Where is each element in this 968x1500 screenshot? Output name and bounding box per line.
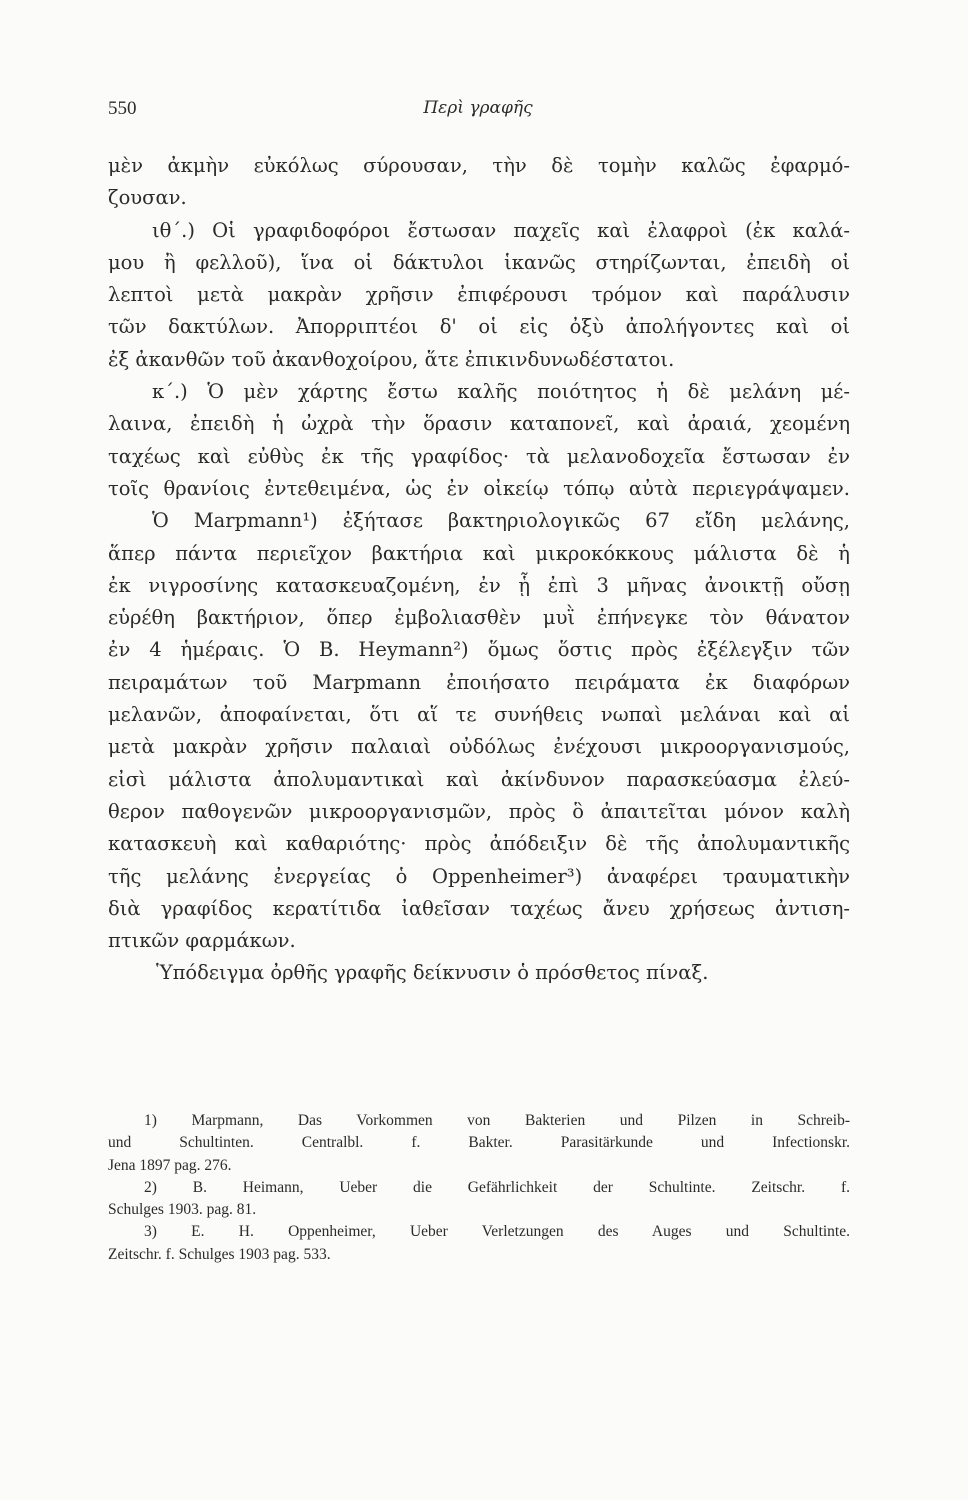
text-line: ταχέως καὶ εὐθὺς ἐκ τῆς γραφίδος· τὰ μελανοδοχεῖα ἔστωσαν ἐν xyxy=(108,444,850,468)
text-line: εἰσὶ μάλιστα ἀπολυμαντικαὶ καὶ ἀκίνδυνον παρασκεύασμα ἐλεύ- xyxy=(108,767,850,791)
text-line: μὲν ἀκμὴν εὐκόλως σύρουσαν, τὴν δὲ τομὴν καλῶς ἐφαρμό- xyxy=(108,154,850,177)
text-line: λεπτοὶ μετὰ μακρὰν χρῆσιν ἐπιφέρουσι τρόμον καὶ παράλυσιν xyxy=(108,283,850,307)
text-line: ἐκ νιγροσίνης κατασκευαζομένη, ἐν ᾗ ἐπὶ 3 μῆνας ἀνοικτῇ οὔσῃ xyxy=(108,573,850,597)
text-line: ιθ΄.) Οἱ γραφιδοφόροι ἔστωσαν παχεῖς καὶ ἐλαφροὶ (ἐκ καλά- xyxy=(152,218,850,242)
body-text xyxy=(108,150,850,990)
text-line: μετὰ μακρὰν χρῆσιν παλαιαὶ οὐδόλως ἐνέχουσι μικροοργανισμούς, xyxy=(108,735,850,759)
footnote-line: Schulges 1903. pag. 81. xyxy=(108,1201,257,1219)
text-line: εὑρέθη βακτήριον, ὅπερ ἐμβολιασθὲν μυῒ ἐπήνεγκε τὸν θάνατον xyxy=(108,606,850,630)
text-line: τῶν δακτύλων. Ἀπορριπτέοι δ' οἱ εἰς ὀξὺ ἀπολήγοντες καὶ οἱ xyxy=(108,315,850,339)
footnote-line: 2) B. Heimann, Ueber die Gefährlichkeit der Schultinte. Zeitschr. f. xyxy=(144,1178,850,1196)
text-line: τοῖς θρανίοις ἐντεθειμένα, ὡς ἐν οἰκείῳ τόπῳ αὐτὰ περιεγράψαμεν. xyxy=(108,476,850,500)
page-number: 550 xyxy=(108,98,137,119)
footnote-line: Jena 1897 pag. 276. xyxy=(108,1156,232,1174)
text-line: κ΄.) Ὁ μὲν χάρτης ἔστω καλῆς ποιότητος ἡ δὲ μελάνη μέ- xyxy=(152,380,850,404)
text-line: διὰ γραφίδος κερατίτιδα ἰαθεῖσαν ταχέως ἄνευ χρήσεως ἀντιση- xyxy=(108,896,850,920)
text-line: λαινα, ἐπειδὴ ἡ ὠχρὰ τὴν ὅρασιν καταπονεῖ, καὶ ἀραιά, χεομένη xyxy=(108,412,850,436)
text-line: Ὁ Marpmann¹) ἐξήτασε βακτηριολογικῶς 67 εἴδη μελάνης, xyxy=(152,509,850,533)
text-line: ζουσαν. xyxy=(108,186,187,210)
footnote-line: und Schultinten. Centralbl. f. Bakter. Parasitärkunde und Infectionskr. xyxy=(108,1134,850,1152)
text-line: Ὑπόδειγμα ὀρθῆς γραφῆς δείκνυσιν ὁ πρόσθετος πίναξ. xyxy=(156,961,709,985)
text-line: πειραμάτων τοῦ Marpmann ἐποιήσατο πειράματα ἐκ διαφόρων xyxy=(108,670,850,694)
text-line: ἐν 4 ἡμέραις. Ὁ B. Heymann²) ὅμως ὅστις πρὸς ἐξέλεγξιν τῶν xyxy=(108,638,850,662)
footnote-line: Zeitschr. f. Schulges 1903 pag. 533. xyxy=(108,1245,331,1263)
footnote-line: 1) Marpmann, Das Vorkommen von Bakterien und Pilzen in Schreib- xyxy=(144,1112,850,1129)
text-line: μου ἢ φελλοῦ), ἵνα οἱ δάκτυλοι ἱκανῶς στηρίζωνται, ἐπειδὴ οἱ xyxy=(108,250,850,274)
text-line: μελανῶν, ἀποφαίνεται, ὅτι αἵ τε συνήθεις νωπαὶ μελάναι καὶ αἱ xyxy=(108,703,850,727)
text-line: κατασκευὴ καὶ καθαριότης· πρὸς ἀπόδειξιν δὲ τῆς ἀπολυμαντικῆς xyxy=(108,832,850,856)
text-line: πτικῶν φαρμάκων. xyxy=(108,929,296,953)
footnote-line: 3) E. H. Oppenheimer, Ueber Verletzungen des Auges und Schultinte. xyxy=(144,1223,850,1241)
footnotes xyxy=(108,1110,850,1266)
text-line: θερον παθογενῶν μικροοργανισμῶν, πρὸς ὃ ἀπαιτεῖται μόνον καλὴ xyxy=(108,799,850,823)
running-head: Περὶ γραφῆς xyxy=(423,98,533,118)
text-line: τῆς μελάνης ἐνεργείας ὁ Oppenheimer³) ἀναφέρει τραυματικὴν xyxy=(108,864,850,888)
text-line: ἐξ ἀκανθῶν τοῦ ἀκανθοχοίρου, ἅτε ἐπικινδυνωδέστατοι. xyxy=(108,347,675,371)
text-line: ἅπερ πάντα περιεῖχον βακτήρια καὶ μικροκόκκους μάλιστα δὲ ἡ xyxy=(108,541,850,565)
page-header xyxy=(108,98,848,126)
